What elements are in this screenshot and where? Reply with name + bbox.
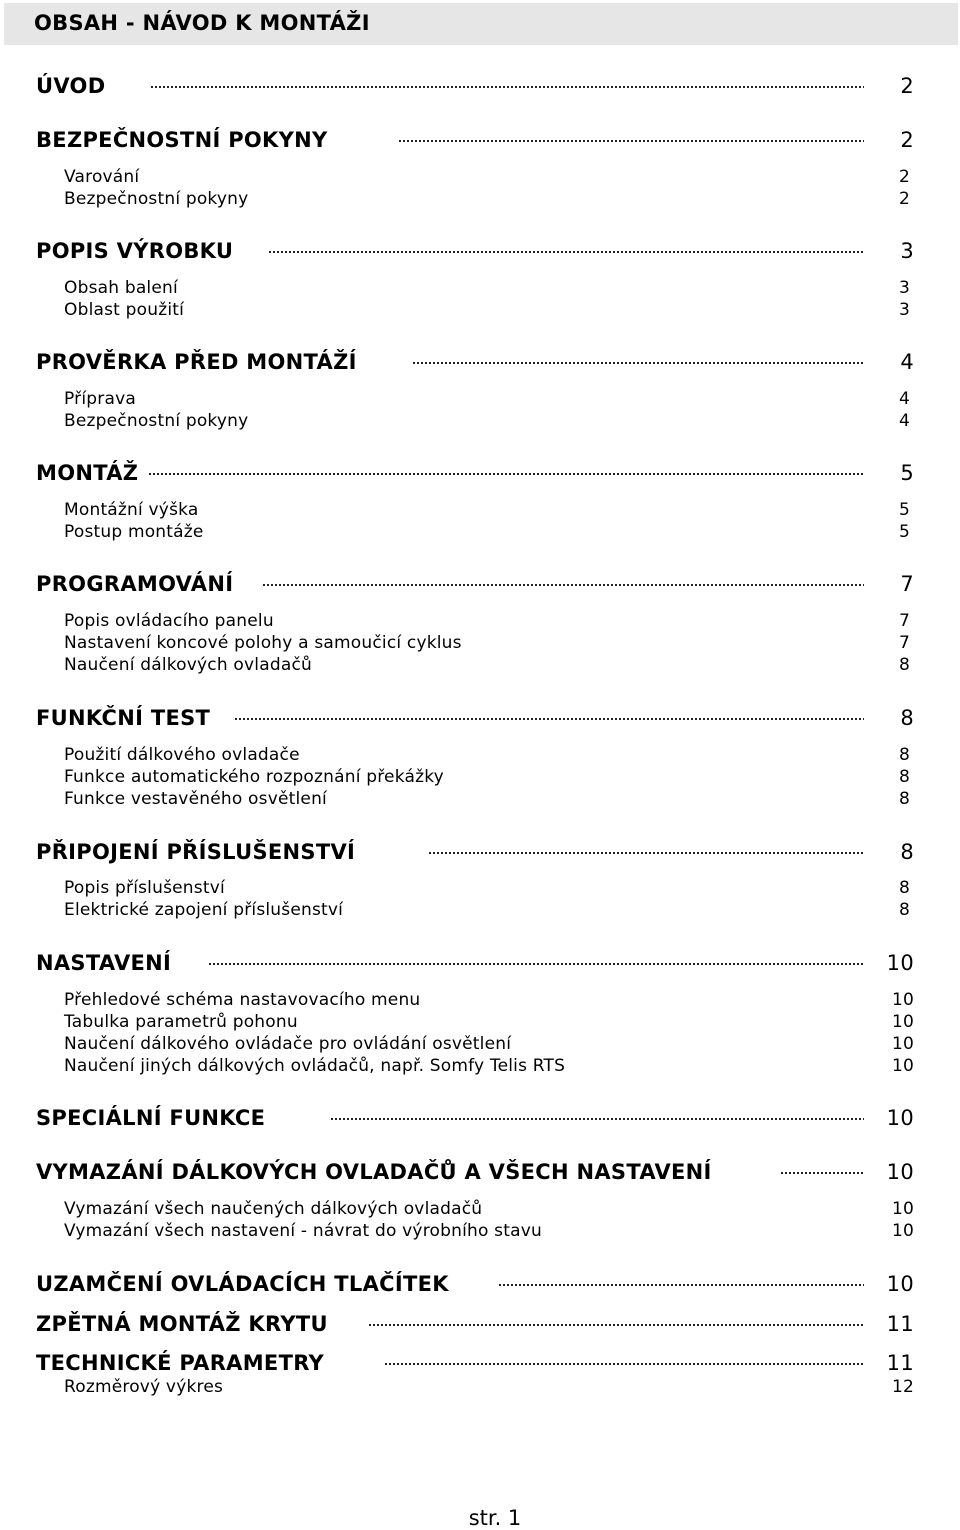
toc-subitem [64, 167, 910, 189]
section-page-number: 10 [886, 1160, 914, 1184]
subitem-title: Bezpečnostní pokyny [64, 411, 249, 431]
subitem-page-number: 10 [891, 1034, 914, 1054]
section-page-number: 7 [900, 572, 914, 596]
subitem-title: Nastavení koncové polohy a samoučicí cyklus [64, 633, 462, 653]
section-title: BEZPEČNOSTNÍ POKYNY [36, 128, 328, 152]
subitem-page-number: 10 [891, 1012, 914, 1032]
subitem-page-number: 8 [898, 789, 910, 809]
toc-section [36, 1351, 914, 1379]
subitem-page-number: 8 [898, 878, 910, 898]
subitem-title: Vymazání všech naučených dálkových ovladačů [64, 1199, 483, 1219]
toc-section [36, 1160, 914, 1188]
dot-leader [150, 85, 864, 89]
section-page-number: 10 [886, 1106, 914, 1130]
subitem-title: Postup montáže [64, 522, 204, 542]
subitem-page-number: 10 [891, 1199, 914, 1219]
subitem-title: Přehledové schéma nastavovacího menu [64, 990, 421, 1010]
section-title: SPECIÁLNÍ FUNKCE [36, 1106, 266, 1130]
toc-subitem [64, 745, 910, 767]
subitem-title: Popis ovládacího panelu [64, 611, 274, 631]
dot-leader [428, 851, 864, 855]
toc-subitem [64, 900, 910, 922]
section-page-number: 2 [900, 128, 914, 152]
section-page-number: 10 [886, 951, 914, 975]
subitem-page-number: 2 [898, 167, 910, 187]
toc-subitem [64, 878, 910, 900]
toc-subitem [64, 278, 910, 300]
subitem-title: Použití dálkového ovladače [64, 745, 300, 765]
dot-leader [148, 472, 864, 476]
toc-subitem [64, 1056, 914, 1078]
subitem-page-number: 2 [898, 189, 910, 209]
toc-section [36, 74, 914, 102]
toc-subitem [64, 633, 910, 655]
toc-subitem [64, 300, 910, 322]
subitem-title: Naučení dálkového ovládače pro ovládání osvětlení [64, 1034, 512, 1054]
subitem-page-number: 8 [898, 767, 910, 787]
section-title: ZPĚTNÁ MONTÁŽ KRYTU [36, 1312, 328, 1336]
section-title: PROVĚRKA PŘED MONTÁŽÍ [36, 350, 357, 374]
subitem-title: Popis příslušenství [64, 878, 225, 898]
section-page-number: 8 [900, 840, 914, 864]
section-title: MONTÁŽ [36, 461, 139, 485]
toc-subitem [64, 522, 910, 544]
subitem-title: Varování [64, 167, 140, 187]
section-page-number: 3 [900, 239, 914, 263]
section-page-number: 11 [886, 1351, 914, 1375]
toc-subitem [64, 500, 910, 522]
subitem-page-number: 5 [898, 500, 910, 520]
subitem-page-number: 3 [898, 278, 910, 298]
section-title: UZAMČENÍ OVLÁDACÍCH TLAČÍTEK [36, 1272, 449, 1296]
dot-leader [262, 583, 864, 587]
page-title: OBSAH - NÁVOD K MONTÁŽI [34, 11, 370, 35]
toc-section [36, 239, 914, 267]
section-title: NASTAVENÍ [36, 951, 172, 975]
subitem-page-number: 10 [891, 990, 914, 1010]
dot-leader [330, 1117, 864, 1121]
toc-subitem [64, 1034, 914, 1056]
section-title: FUNKČNÍ TEST [36, 706, 211, 730]
toc-section [36, 350, 914, 378]
dot-leader [368, 1323, 864, 1327]
subitem-page-number: 10 [891, 1056, 914, 1076]
subitem-title: Montážní výška [64, 500, 199, 520]
toc-subitem [64, 1377, 914, 1399]
subitem-page-number: 7 [898, 633, 910, 653]
dot-leader [498, 1283, 864, 1287]
toc-section [36, 1106, 914, 1134]
dot-leader [234, 717, 864, 721]
toc-subitem [64, 655, 910, 677]
section-title: TECHNICKÉ PARAMETRY [36, 1351, 325, 1375]
dot-leader [208, 962, 864, 966]
toc-section [36, 1312, 914, 1340]
subitem-title: Tabulka parametrů pohonu [64, 1012, 298, 1032]
section-page-number: 4 [900, 350, 914, 374]
subitem-page-number: 8 [898, 655, 910, 675]
section-title: VYMAZÁNÍ DÁLKOVÝCH OVLADAČŮ A VŠECH NASTAVENÍ [36, 1160, 712, 1184]
subitem-title: Příprava [64, 389, 136, 409]
subitem-title: Rozměrový výkres [64, 1377, 224, 1397]
toc-section [36, 128, 914, 156]
section-title: POPIS VÝROBKU [36, 239, 234, 263]
toc-section [36, 461, 914, 489]
section-page-number: 8 [900, 706, 914, 730]
subitem-page-number: 12 [891, 1377, 914, 1397]
toc-subitem [64, 990, 914, 1012]
subitem-title: Funkce vestavěného osvětlení [64, 789, 327, 809]
toc-subitem [64, 189, 910, 211]
section-page-number: 5 [900, 461, 914, 485]
toc-section [36, 572, 914, 600]
section-page-number: 2 [900, 74, 914, 98]
subitem-title: Funkce automatického rozpoznání překážky [64, 767, 444, 787]
dot-leader [384, 1362, 864, 1366]
subitem-page-number: 4 [898, 411, 910, 431]
dot-leader [398, 139, 864, 143]
subitem-title: Naučení dálkových ovladačů [64, 655, 312, 675]
toc-subitem [64, 1199, 914, 1221]
toc-subitem [64, 411, 910, 433]
page-number: str. 1 [468, 1506, 522, 1530]
subitem-title: Naučení jiných dálkových ovládačů, např. Somfy Telis RTS [64, 1056, 566, 1076]
section-page-number: 11 [886, 1312, 914, 1336]
toc-section [36, 951, 914, 979]
section-page-number: 10 [886, 1272, 914, 1296]
section-title: PROGRAMOVÁNÍ [36, 572, 234, 596]
toc-section [36, 840, 914, 868]
toc-subitem [64, 789, 910, 811]
section-title: PŘIPOJENÍ PŘÍSLUŠENSTVÍ [36, 840, 356, 864]
subitem-title: Obsah balení [64, 278, 178, 298]
subitem-page-number: 8 [898, 745, 910, 765]
toc-subitem [64, 389, 910, 411]
dot-leader [268, 250, 864, 254]
toc-section [36, 1272, 914, 1300]
subitem-page-number: 8 [898, 900, 910, 920]
subitem-page-number: 7 [898, 611, 910, 631]
subitem-page-number: 4 [898, 389, 910, 409]
subitem-title: Bezpečnostní pokyny [64, 189, 249, 209]
subitem-title: Oblast použití [64, 300, 185, 320]
toc-subitem [64, 1221, 914, 1243]
toc-section [36, 706, 914, 734]
dot-leader [412, 361, 864, 365]
toc-subitem [64, 611, 910, 633]
toc-subitem [64, 1012, 914, 1034]
toc-subitem [64, 767, 910, 789]
subitem-title: Elektrické zapojení příslušenství [64, 900, 344, 920]
subitem-page-number: 5 [898, 522, 910, 542]
subitem-title: Vymazání všech nastavení - návrat do výrobního stavu [64, 1221, 542, 1241]
subitem-page-number: 3 [898, 300, 910, 320]
subitem-page-number: 10 [891, 1221, 914, 1241]
dot-leader [780, 1171, 864, 1175]
section-title: ÚVOD [36, 74, 106, 98]
